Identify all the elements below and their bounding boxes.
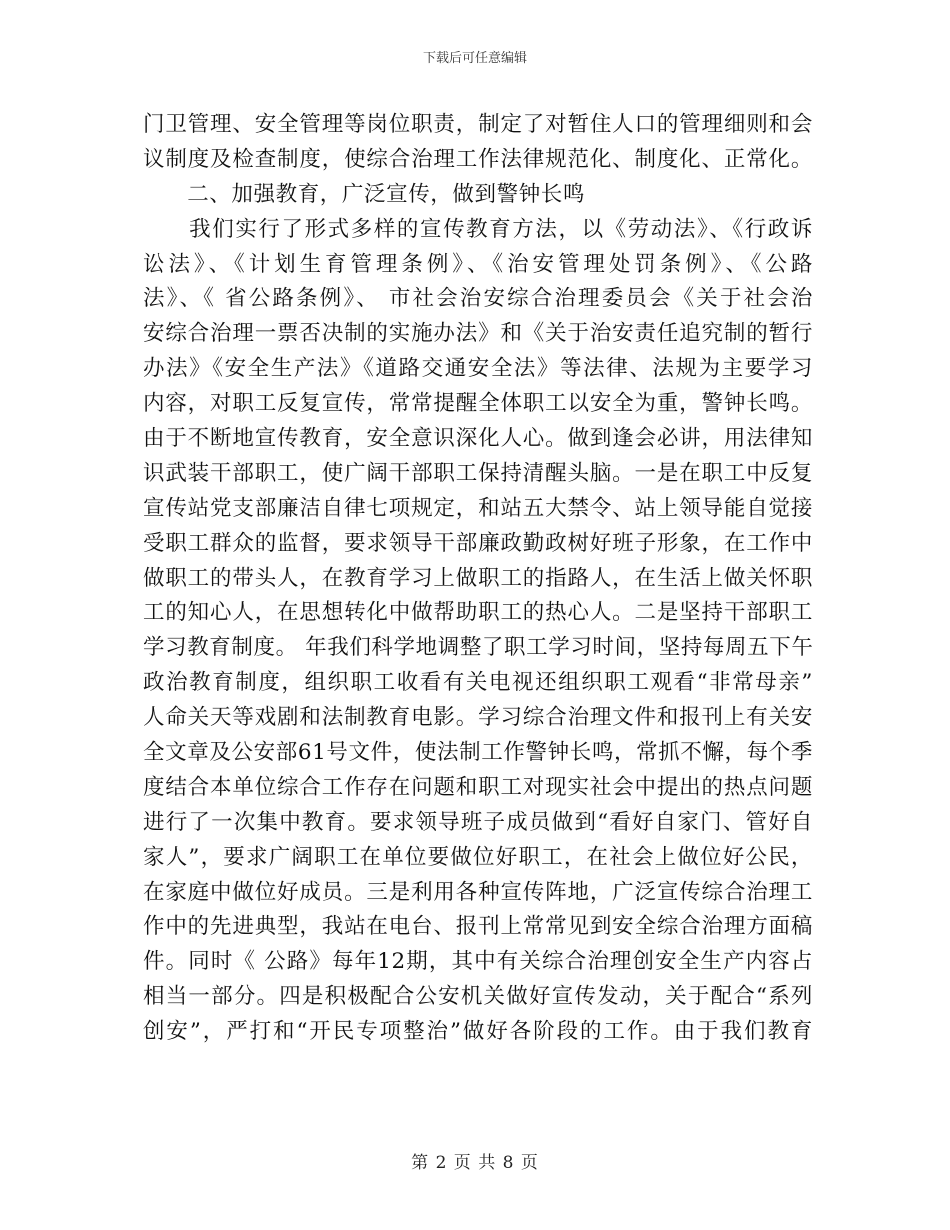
text-line: 受职工群众的监督，要求领导干部廉政勤政树好班子形象，在工作中 <box>143 530 813 556</box>
text-line: 政治教育制度，组织职工收看有关电视还组织职工观看“非常母亲” <box>143 670 813 696</box>
text-line: 家人”，要求广阔职工在单位要做位好职工，在社会上做位好公民， <box>143 844 813 870</box>
page-number-footer: 第 2 页 共 8 页 <box>411 1153 539 1173</box>
text-line: 人命关天等戏剧和法制教育电影。学习综合治理文件和报刊上有关安 <box>143 705 813 731</box>
text-line: 度结合本单位综合工作存在问题和职工对现实社会中提出的热点问题 <box>143 774 813 800</box>
text-line: 门卫管理、安全管理等岗位职责，制定了对暂住人口的管理细则和会 <box>143 112 813 137</box>
text-line: 我们实行了形式多样的宣传教育方法，以《劳动法》、《行政诉 <box>143 216 813 242</box>
text-line: 在家庭中做位好成员。三是利用各种宣传阵地，广泛宣传综合治理工 <box>143 879 813 905</box>
text-line: 学习教育制度。 年我们科学地调整了职工学习时间，坚持每周五下午 <box>143 635 814 661</box>
text-line: 件。同时《 公路》每年12期，其中有关综合治理创安全生产内容占 <box>143 949 813 975</box>
text-line: 讼法》、《计划生育管理条例》、《治安管理处罚条例》、《公路 <box>143 251 813 277</box>
text-line: 办法》《安全生产法》《道路交通安全法》等法律、法规为主要学习 <box>143 356 813 382</box>
text-line: 由于不断地宣传教育，安全意识深化人心。做到逢会必讲，用法律知 <box>143 426 813 452</box>
text-line: 安综合治理一票否决制的实施办法》和《关于治安责任追究制的暂行 <box>143 321 813 347</box>
page-header: 下载后可任意编辑 <box>422 51 527 66</box>
text-line: 宣传站党支部廉洁自律七项规定，和站五大禁令、站上领导能自觉接 <box>143 495 813 521</box>
text-line: 创安”，严打和“开民专项整治”做好各阶段的工作。由于我们教育 <box>143 1019 813 1045</box>
text-line: 全文章及公安部61号文件，使法制工作警钟长鸣，常抓不懈，每个季 <box>143 740 813 766</box>
text-line: 识武装干部职工，使广阔干部职工保持清醒头脑。一是在职工中反复 <box>143 460 813 486</box>
body-text <box>143 108 813 1050</box>
text-line: 相当一部分。四是积极配合公安机关做好宣传发动，关于配合“系列 <box>143 984 813 1010</box>
text-line: 做职工的带头人，在教育学习上做职工的指路人，在生活上做关怀职 <box>143 565 813 591</box>
text-line: 内容，对职工反复宣传，常常提醒全体职工以安全为重，警钟长鸣。 <box>143 391 813 417</box>
text-line: 议制度及检查制度，使综合治理工作法律规范化、制度化、正常化。 <box>143 146 813 172</box>
text-line: 作中的先进典型，我站在电台、报刊上常常见到安全综合治理方面稿 <box>143 914 813 940</box>
text-line: 进行了一次集中教育。要求领导班子成员做到“看好自家门、管好自 <box>143 809 813 835</box>
text-line: 工的知心人，在思想转化中做帮助职工的热心人。二是坚持干部职工 <box>143 600 813 626</box>
text-line: 法》、《 省公路条例》、 市社会治安综合治理委员会《关于社会治 <box>143 286 813 312</box>
section-heading: 二、加强教育，广泛宣传，做到警钟长鸣 <box>143 181 586 207</box>
